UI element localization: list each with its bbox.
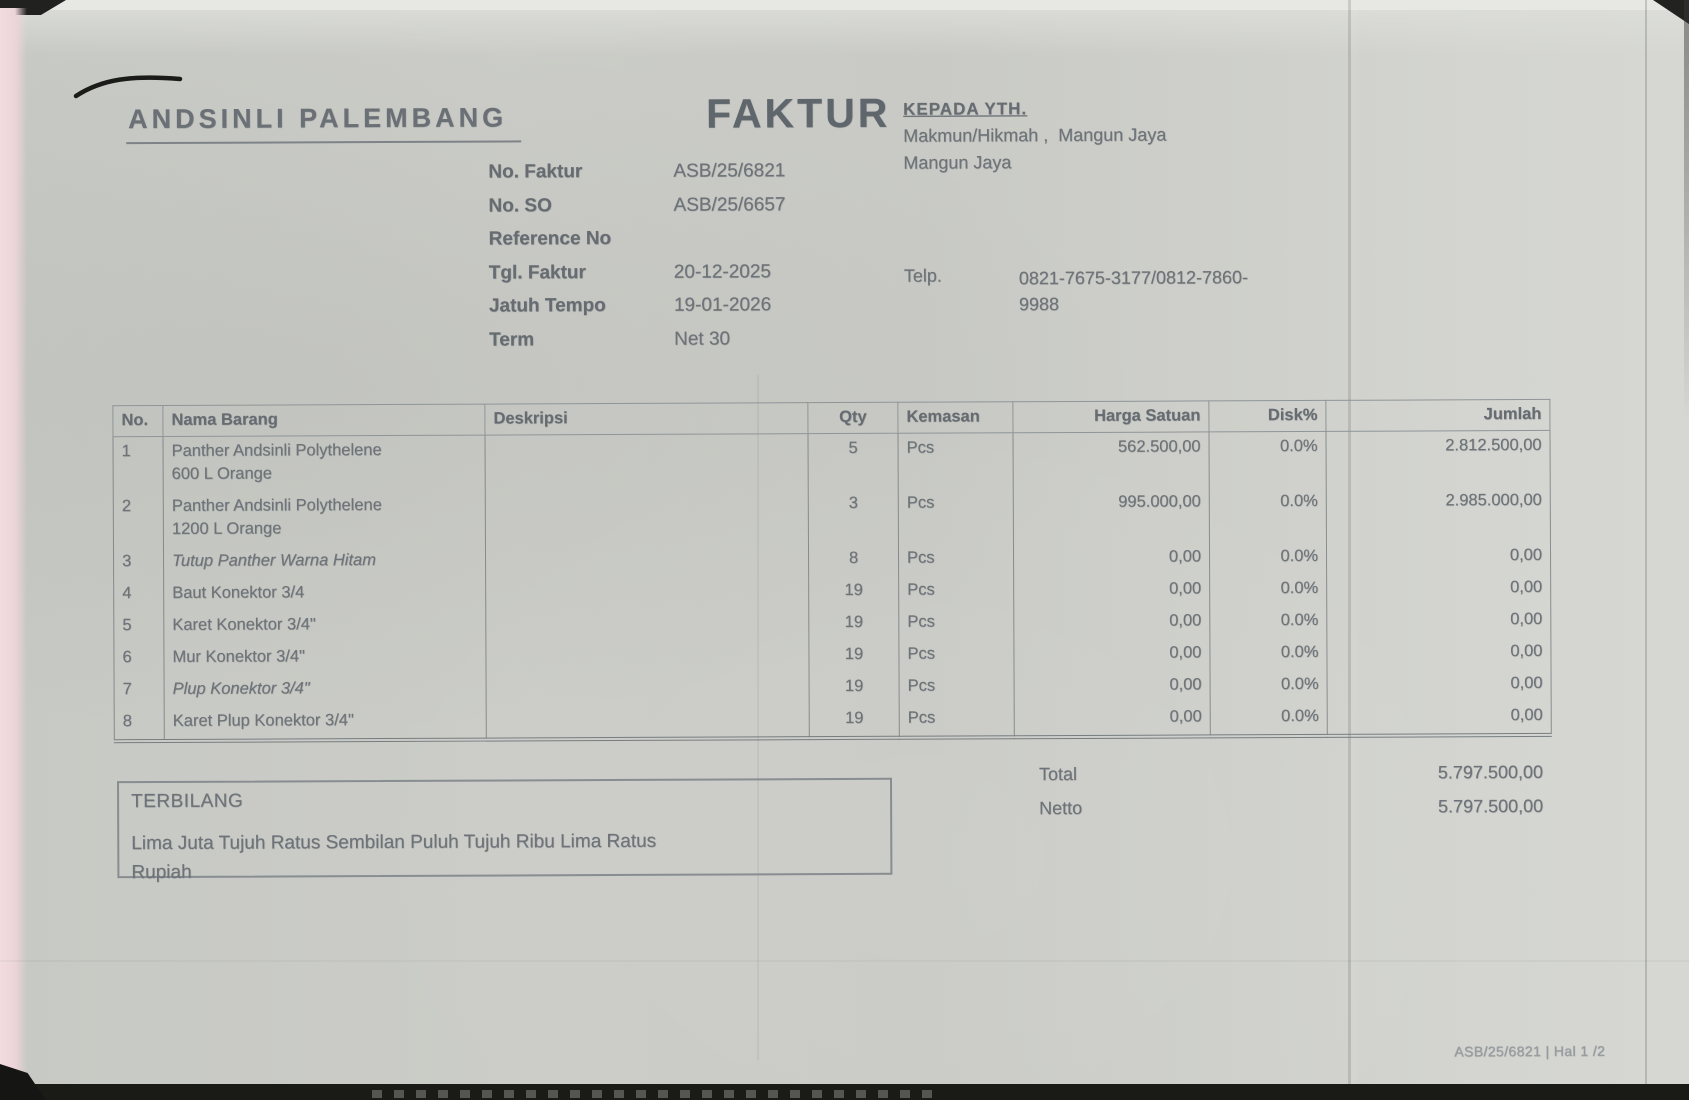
cell-harga-satuan: 0,00 [1014,574,1210,607]
cell-jumlah: 0,00 [1326,541,1550,574]
cell-disk: 0.0% [1210,670,1327,703]
cell-jumlah: 0,00 [1327,573,1551,606]
cell-no: 6 [114,643,164,675]
document-title: FAKTUR [705,89,891,137]
cell-disk: 0.0% [1209,431,1326,487]
terbilang-text [131,826,878,887]
cell-nama-barang [164,610,486,643]
cell-deskripsi [486,672,809,705]
cell-qty: 8 [808,544,898,576]
cell-qty: 19 [809,640,899,672]
item-name-line: Karet Konektor 3/4" [172,615,316,634]
cell-nama-barang [164,642,486,675]
item-row [113,430,1550,492]
cell-jumlah: 2.985.000,00 [1326,486,1550,542]
col-header-nama-barang: Nama Barang [163,404,485,436]
cell-nama-barang [164,706,486,741]
cell-disk: 0.0% [1209,542,1326,575]
meta-value: ASB/25/6821 [673,160,786,182]
item-name-line: 1200 L Orange [171,519,282,538]
cell-deskripsi [485,489,808,545]
cell-kemasan: Pcs [899,639,1014,672]
company-name: ANDSINLI PALEMBANG [126,102,521,144]
cell-nama-barang [164,578,486,611]
cell-harga-satuan: 0,00 [1013,542,1209,575]
item-row [114,701,1551,741]
item-name-line: Panther Andsinli Polythelene [171,441,382,460]
cell-kemasan: Pcs [899,607,1014,640]
item-name-line: Mur Konektor 3/4" [172,647,305,666]
netto-label: Netto [1039,797,1083,819]
cell-kemasan: Pcs [899,703,1014,738]
recipient-label: KEPADA YTH. [903,99,1028,119]
cell-qty: 19 [809,704,899,738]
netto-value: 5.797.500,00 [1437,795,1544,817]
col-header-qty: Qty [808,402,898,433]
meta-value: 20-12-2025 [673,260,772,283]
cell-deskripsi [485,544,808,577]
items-table-body [113,430,1551,741]
cell-no: 2 [113,492,163,547]
item-name-line: Karet Plup Konektor 3/4" [172,711,354,730]
cell-no: 3 [113,547,163,579]
col-header-deskripsi: Deskripsi [485,403,808,435]
col-header-harga-satuan: Harga Satuan [1013,401,1209,433]
cell-nama-barang [163,546,485,579]
meta-row [489,260,909,295]
meta-label: Jatuh Tempo [488,295,606,317]
cell-qty: 19 [809,608,899,640]
cell-no: 4 [114,579,164,611]
items-table [112,399,1551,743]
total-value: 5.797.500,00 [1437,761,1544,783]
cell-deskripsi [486,704,809,739]
cell-harga-satuan: 0,00 [1014,638,1210,671]
recipient-name: Makmun/Hikmah , Mangun Jaya [903,124,1167,146]
cell-harga-satuan: 0,00 [1014,606,1210,639]
phone-line: 0821-7675-3177/0812-7860- [1018,267,1249,289]
cell-jumlah: 0,00 [1327,637,1551,670]
col-header-no: No. [113,405,163,436]
cell-kemasan: Pcs [898,488,1013,544]
cell-disk: 0.0% [1209,487,1326,543]
cell-harga-satuan: 0,00 [1014,670,1210,703]
item-name-line: Plup Konektor 3/4" [172,679,310,698]
cell-qty: 19 [809,672,899,704]
item-row [113,486,1550,547]
phone-label: Telp. [903,265,942,286]
cell-jumlah: 2.812.500,00 [1326,430,1550,486]
meta-row [488,160,908,195]
cell-harga-satuan: 995.000,00 [1013,487,1209,543]
cell-jumlah: 0,00 [1327,669,1551,702]
meta-row [489,294,909,329]
cell-nama-barang [163,435,485,492]
meta-label: Term [489,328,535,351]
page-reference: ASB/25/6821 | Hal 1 /2 [1454,1042,1606,1060]
col-header-disk: Disk% [1209,400,1326,432]
terbilang-line: Rupiah [131,861,192,884]
terbilang-box [117,778,892,884]
item-name-line: Baut Konektor 3/4 [172,583,305,602]
meta-value: Net 30 [674,327,731,350]
col-header-kemasan: Kemasan [898,402,1013,434]
cell-harga-satuan: 562.500,00 [1013,432,1209,488]
cell-disk: 0.0% [1210,574,1327,607]
meta-value: ASB/25/6657 [673,193,786,216]
phone-line: 9988 [1018,294,1060,315]
cell-kemasan: Pcs [898,433,1013,489]
cell-qty: 3 [808,489,898,544]
cell-no: 8 [114,707,164,741]
cell-no: 7 [114,675,164,707]
meta-value: 19-01-2026 [673,294,772,316]
paper-bottom-perforation [372,1090,932,1098]
cell-jumlah: 0,00 [1327,605,1551,638]
cell-disk: 0.0% [1210,638,1327,671]
cell-disk: 0.0% [1210,702,1327,737]
cell-nama-barang [163,491,485,547]
terbilang-label: TERBILANG [131,790,244,813]
item-name-line: Tutup Panther Warna Hitam [172,551,376,570]
meta-row [488,193,908,228]
meta-label: Reference No [488,228,612,250]
cell-deskripsi [486,640,809,673]
cell-nama-barang [164,674,486,707]
total-label: Total [1038,763,1078,785]
col-header-jumlah: Jumlah [1326,399,1550,431]
meta-label: No. SO [488,194,552,217]
recipient-block [903,98,1323,174]
meta-label: No. Faktur [488,161,583,183]
cell-kemasan: Pcs [899,671,1014,704]
terbilang-line: Lima Juta Tujuh Ratus Sembilan Puluh Tujuh Ribu Lima Ratus [131,830,657,855]
cell-harga-satuan: 0,00 [1014,702,1210,737]
invoice-meta [488,160,909,363]
cell-kemasan: Pcs [898,543,1013,576]
cell-jumlah: 0,00 [1327,701,1551,736]
cell-kemasan: Pcs [899,575,1014,608]
cell-no: 5 [114,611,164,643]
cell-qty: 19 [809,576,899,608]
meta-row [489,227,909,262]
item-name-line: 600 L Orange [171,464,273,483]
meta-label: Tgl. Faktur [488,261,586,284]
cell-no: 1 [113,436,163,492]
cell-deskripsi [486,608,809,641]
cell-deskripsi [485,434,808,491]
phone-block [904,264,1248,318]
recipient-city: Mangun Jaya [903,152,1012,173]
cell-disk: 0.0% [1210,606,1327,639]
phone-value [1019,264,1248,317]
meta-row [489,327,909,362]
cell-deskripsi [486,576,809,609]
cell-qty: 5 [808,433,898,489]
item-name-line: Panther Andsinli Polythelene [171,496,382,515]
